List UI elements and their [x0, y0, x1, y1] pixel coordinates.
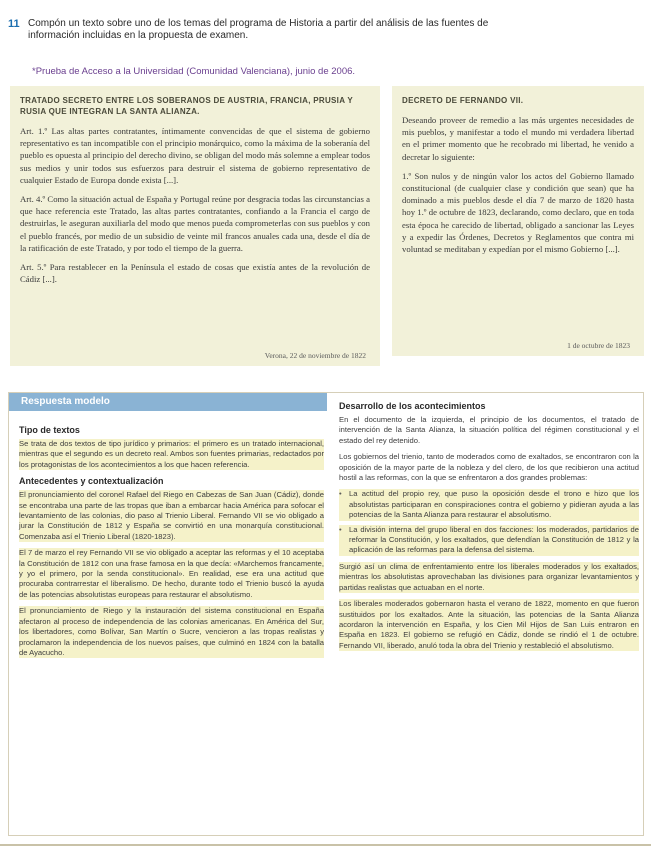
- document-treaty: [10, 86, 380, 366]
- answer-paragraph: Los liberales moderados gobernaron hasta el verano de 1822, momento en que fueron sustituidos por los exaltados. Ante la situación, las potencias de la Santa Alianza acordaron la intervención en España, y los Cien Mil Hijos de San Luis entraron en España en 1823. El gobierno se refugió en Cádiz, donde se rindió el 1 de octubre. Fernando VII, liberado, anuló toda la obra del Trienio y restableció el absolutismo.: [339, 599, 639, 650]
- answer-paragraph: El 7 de marzo el rey Fernando VII se vio obligado a aceptar las reformas y el 10 aceptaba la Constitución de 1812 con una frase famosa en la que decía: «Marchemos francamente, y yo el primero, por la senda constitucional». En realidad, ese era una actitud que procuraba contrarrestar el liberalismo. De hecho, durante todo el Trienio buscó la ayuda de las potencias absolutistas europeas para restaurar el absolutismo.: [19, 548, 324, 599]
- model-answer-box: [8, 392, 644, 836]
- model-answer-header: [9, 393, 327, 411]
- list-item-text: La división interna del grupo liberal en dos facciones: los moderados, partidarios de reformar la Constitución, y los exaltados, que defendían la Constitución de 1812 y la aplicación de las reformas para la defensa del sistema.: [349, 524, 639, 555]
- section-title-development: Desarrollo de los acontecimientos: [339, 401, 486, 411]
- list-item: [339, 525, 639, 556]
- task-source: *Prueba de Acceso a la Universidad (Comunidad Valenciana), junio de 2006.: [32, 66, 356, 77]
- answer-paragraph: En el documento de la izquierda, el principio de los documentos, el tratado de intervención de la Santa Alianza, la situación política del régimen constitucional y el estado del rey detenido.: [339, 415, 639, 445]
- treaty-article-5: Art. 5.º Para restablecer en la Península el estado de cosas que existía antes de la revolución de Cádiz [...].: [20, 262, 370, 285]
- page-bottom-rule: [0, 844, 651, 846]
- treaty-article-1: Art. 1.º Las altas partes contratantes, íntimamente convencidas de que el sistema de gobierno representativo es tan incompatible con el principio monárquico, como la máxima de la soberanía del pueblo es opuesta al principio del derecho divino, se obligan del modo más solemne a emplear todos sus medios y unir todos sus esfuerzos para destruir el sistema de gobierno representativo de cualquier Estado de Europa donde exista [...].: [20, 126, 370, 185]
- answer-paragraph: Se trata de dos textos de tipo jurídico y primarios: el primero es un tratado internacional, mientras que el segundo es un decreto real. Ambos son fuentes primarias, redactados por los protagonistas de los acontecimientos a los que hacen referencia.: [19, 439, 324, 469]
- answer-paragraph: El pronunciamiento del coronel Rafael del Riego en Cabezas de San Juan (Cádiz), donde se encontraba una parte de las tropas que iban a embarcar hacia América para sofocar el levantamiento de las colonias, dio paso al Trienio Liberal. Fernando VII se vio obligado a jurar la Constitución de 1812 y España se convirtió en una monarquía constitucional. Comenzaba así el Trienio Liberal (1820-1823).: [19, 490, 324, 541]
- answer-paragraph: Surgió así un clima de enfrentamiento entre los liberales moderados y los exaltados, mientras los absolutistas aprovechaban las divisiones para organizar levantamientos y partidas realistas que actuaban en el norte.: [339, 561, 639, 592]
- decree-paragraph: Deseando proveer de remedio a las más urgentes necesidades de mis pueblos, y manifestar a todo el mundo mi verdadera libertad en el primer momento que he recobrado mi libertad, he venido a decretar lo siguiente:: [402, 115, 634, 162]
- answer-right-column: [339, 401, 639, 657]
- answer-paragraph: Los gobiernos del trienio, tanto de moderados como de exaltados, se encontraron con la oposición de la mayor parte de la nobleza y del clero, de los que recibieron una actitud hostil a las reformas, con la que se enfrentaron a dos grandes problemas:: [339, 452, 639, 483]
- document-decree: [392, 86, 644, 356]
- answer-left-column: [19, 425, 324, 664]
- section-title-context: Antecedentes y contextualización: [19, 476, 164, 487]
- document-treaty-title: TRATADO SECRETO ENTRE LOS SOBERANOS DE AUSTRIA, FRANCIA, PRUSIA Y RUSIA QUE INTEGRAN LA SANTA ALIANZA.: [20, 96, 353, 116]
- answer-paragraph: El pronunciamiento de Riego y la instauración del sistema constitucional en España afectaron al proceso de independencia de las colonias americanas. En América del Sur, los libertadores, como Bolívar, San Martín o Sucre, vencieron a las tropas realistas y proclamaron la independencia de los nuevos países, que culminó en 1824 con la batalla de Ayacucho.: [19, 606, 324, 657]
- bullet-icon: •: [339, 489, 342, 499]
- list-item-text: La actitud del propio rey, que puso la oposición desde el trono e hizo que los absolutistas participaran en conspiraciones contra el gobierno y pidieran ayuda a las potencias de la Santa Alianza para restaurar el absolutismo.: [349, 489, 639, 520]
- treaty-signature: Verona, 22 de noviembre de 1822: [264, 351, 366, 360]
- problems-list: [339, 489, 639, 555]
- task-text: Compón un texto sobre uno de los temas del programa de Historia a partir del análisis de las fuentes de información incluidas en la propuesta de examen.: [28, 18, 489, 41]
- document-decree-title: DECRETO DE FERNANDO VII.: [402, 96, 524, 105]
- bullet-icon: •: [339, 524, 342, 534]
- section-title-type: Tipo de textos: [19, 425, 80, 435]
- list-item: [339, 489, 639, 520]
- decree-signature: 1 de octubre de 1823: [567, 341, 630, 350]
- decree-paragraph: 1.º Son nulos y de ningún valor los actos del Gobierno llamado constitucional (de cualquier clase y condición que sean) que ha dominado a mis pueblos desde el día 7 de marzo de 1820 hasta hoy 1.º de octubre de 1823, declarando, como declaro, que en toda esta época he carecido de libertad, obligado a sancionar las Leyes y a expedir las Órdenes, Decretos y Reglamentos que contra mi voluntad se meditaban y expedían por el mismo Gobierno [...].: [402, 170, 634, 255]
- model-answer-label: Respuesta modelo: [21, 396, 110, 407]
- task-number: 11: [8, 18, 20, 30]
- treaty-article-4: Art. 4.º Como la situación actual de España y Portugal reúne por desgracia todas las circunstancias a que hace referencia este Tratado, las altas partes contratantes, confiando a la Francia el cargo de destruirlas, le aseguran auxiliarla del modo que menos pueda comprometerlas con sus pueblos y con el pueblo francés, por medio de un subsidio de veinte mil francos anuales cada una, desde el día de la ratificación de este Tratado, y por todo el tiempo de la guerra.: [20, 194, 370, 253]
